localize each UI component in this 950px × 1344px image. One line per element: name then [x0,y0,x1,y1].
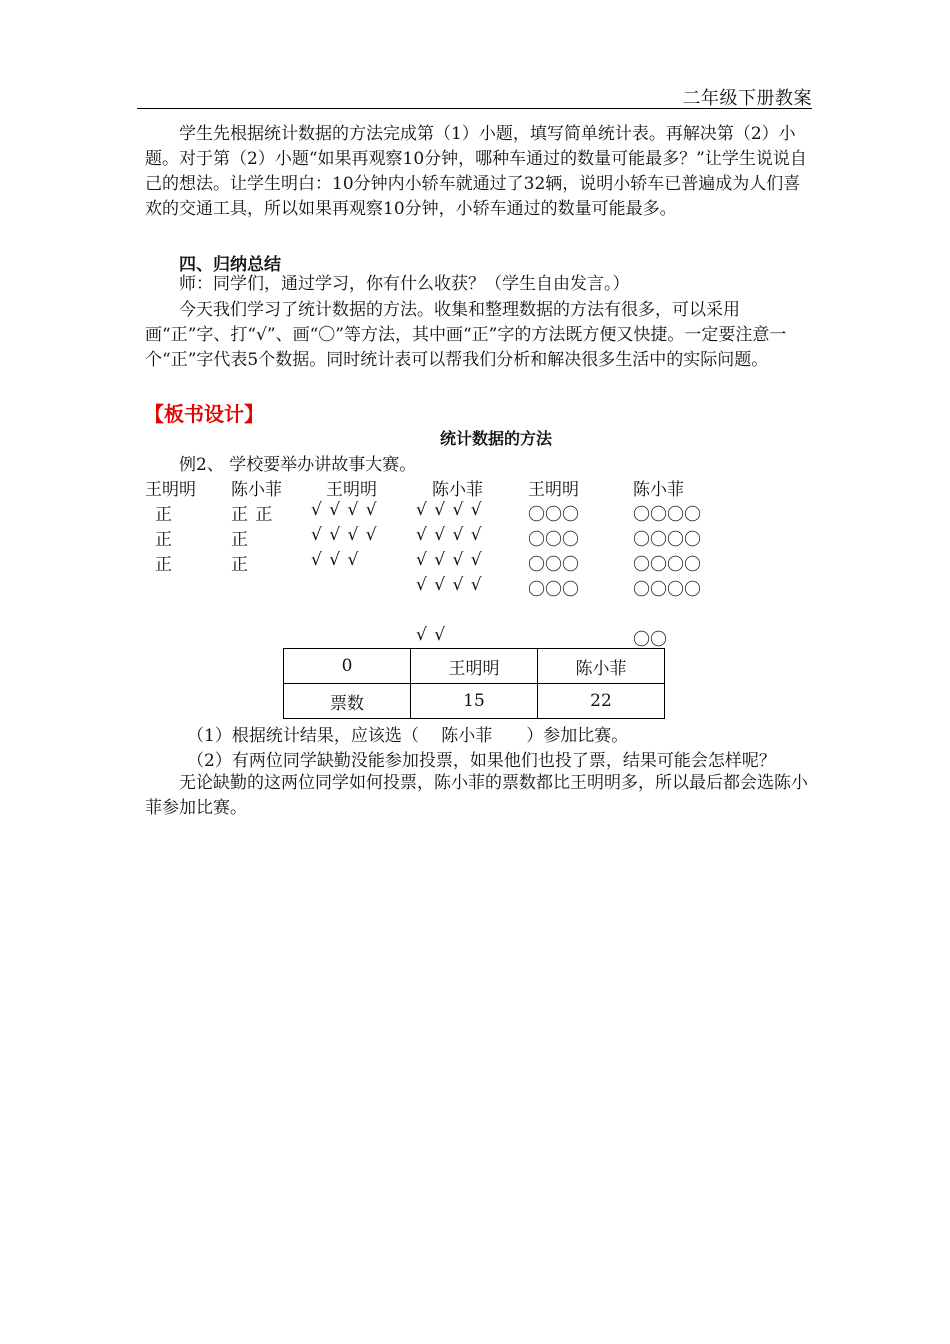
header-rule [137,108,812,109]
tally-circle-chen: 〇〇〇〇 [633,530,701,550]
tally-zheng-chen: 正 [231,555,249,575]
tally-zheng-wang: 正 [155,530,173,550]
answer-paragraph: 无论缺勤的这两位同学如何投票，陈小菲的票数都比王明明多，所以最后都会选陈小菲参加比赛。 [145,773,808,818]
example-line: 例2、 学校要举办讲故事大赛。 [179,455,417,475]
tally-check-chen: √ √ [416,625,447,645]
col-header-circle-wang: 王明明 [528,480,579,500]
board-design-heading: 【板书设计】 [144,402,264,426]
col-header-check-chen: 陈小菲 [432,480,483,500]
tally-zheng-chen: 正 正 [231,505,274,525]
tally-check-chen: √ √ √ √ [416,550,483,570]
col-header-zheng-chen: 陈小菲 [231,480,282,500]
tally-check-wang: √ √ √ √ [311,525,378,545]
paragraph-analysis: 学生先根据统计数据的方法完成第（1）小题，填写简单统计表。再解决第（2）小题。对于第（2）小题“如果再观察10分钟，哪种车通过的数量可能最多？”让学生说说自己的想法。让学生明白：10分钟内小轿车就通过了32辆，说明小轿车已普遍成为人们喜欢的交通工具，所以如果再观察10分钟，小轿车通过的数量可能最多。 [145,124,807,219]
tally-circle-wang: 〇〇〇 [528,580,579,600]
table-cell: 22 [538,684,665,719]
table-cell: 15 [411,684,538,719]
paragraph-teacher-question: 师：同学们，通过学习，你有什么收获？（学生自由发言。） [179,274,630,294]
tally-check-wang: √ √ √ √ [311,500,378,520]
col-header-circle-chen: 陈小菲 [633,480,684,500]
table-header-cell: 王明明 [411,649,538,684]
tally-circle-wang: 〇〇〇 [528,555,579,575]
tally-check-chen: √ √ √ √ [416,525,483,545]
col-header-check-wang: 王明明 [326,480,377,500]
table-row [284,684,665,719]
tally-zheng-wang: 正 [155,555,173,575]
tally-circle-wang: 〇〇〇 [528,530,579,550]
tally-zheng-wang: 正 [155,505,173,525]
vote-result-table [283,648,665,719]
tally-check-chen: √ √ √ √ [416,500,483,520]
section-title-summary: 四、归纳总结 [179,255,281,275]
header-title: 二年级下册教案 [682,88,812,109]
tally-zheng-chen: 正 [231,530,249,550]
tally-circle-chen: 〇〇〇〇 [633,505,701,525]
tally-check-wang: √ √ √ [311,550,360,570]
table-row [284,649,665,684]
table-header-cell: 0 [284,649,411,684]
board-title: 统计数据的方法 [440,429,553,448]
tally-circle-wang: 〇〇〇 [528,505,579,525]
tally-circle-chen: 〇〇〇〇 [633,580,701,600]
paragraph-summary: 今天我们学习了统计数据的方法。收集和整理数据的方法有很多，可以采用画“正”字、打“√”、画“〇”等方法，其中画“正”字的方法既方便又快捷。一定要注意一个“正”字代表5个数据。同时统计表可以帮我们分析和解决很多生活中的实际问题。 [145,300,787,370]
table-header-cell: 陈小菲 [538,649,665,684]
question-2: （2）有两位同学缺勤没能参加投票，如果他们也投了票，结果可能会怎样呢？ [187,751,776,771]
tally-check-chen: √ √ √ √ [416,575,483,595]
tally-circle-chen: 〇〇〇〇 [633,555,701,575]
tally-circle-chen: 〇〇 [633,630,667,650]
table-cell: 票数 [284,684,411,719]
question-1: （1）根据统计结果，应该选（ 陈小菲 ）参加比赛。 [187,726,629,746]
col-header-zheng-wang: 王明明 [145,480,196,500]
